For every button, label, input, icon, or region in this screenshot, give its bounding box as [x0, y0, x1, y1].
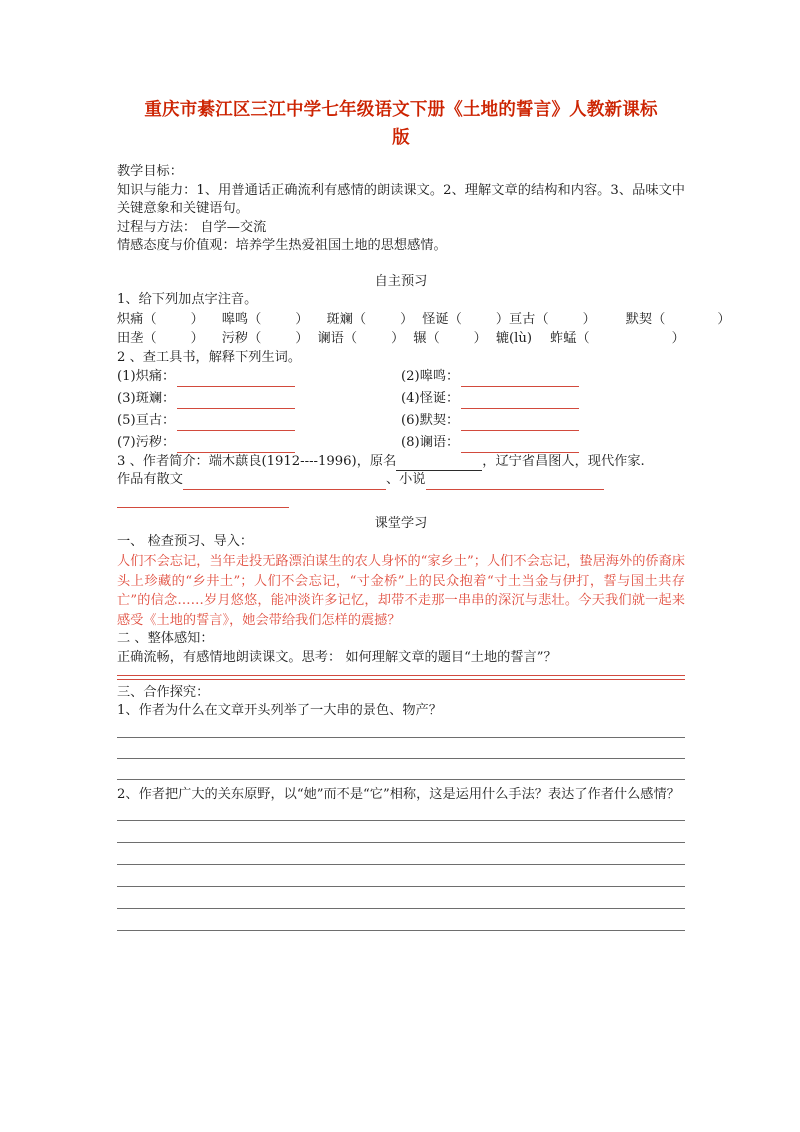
prose-works-blank[interactable] [183, 477, 386, 490]
paren-close: ） [717, 311, 731, 327]
paren-open: （ [448, 311, 462, 327]
author-intro-line3 [117, 490, 685, 509]
pinyin-row-1 [117, 310, 731, 330]
pinyin-word: 田垄 [117, 331, 144, 347]
pinyin-word: 蚱蜢 [550, 331, 577, 347]
pinyin-word-annotated: 辘(lù) [495, 331, 533, 347]
lead-paragraph: 人们不会忘记，当年走投无路漂泊谋生的农人身怀的“家乡土”；人们不会忘记，蛰居海外的侨裔床头上珍藏的“乡井土”；人们不会忘记，“寸金桥”上的民众抱着“寸土当金与伊打，誓与国土共存亡”的信念……岁月悠悠，能冲淡许多记忆，却带不走那一串串的深沉与悲壮。今天我们就一起来感受《土地的誓言》，她会带给我们怎样的震撼？ [117, 554, 685, 628]
definition-grid [117, 367, 685, 453]
definition-blank[interactable] [177, 372, 295, 387]
author-works-blank-cont[interactable] [117, 495, 289, 508]
pinyin-word: 污秽 [221, 331, 249, 347]
question-1: 1、作者为什么在文章开头列举了一大串的景色、物产？ [117, 703, 442, 719]
definition-label: (3)斑斓： [117, 391, 176, 407]
definition-blank[interactable] [461, 438, 579, 453]
definition-item [117, 389, 401, 409]
definition-item [117, 367, 401, 387]
pinyin-word: 亘古 [509, 311, 536, 327]
pinyin-word: 炽痛 [117, 311, 144, 327]
section-divider [117, 675, 685, 680]
paren-close: ） [400, 311, 414, 327]
definition-label: (7)污秽： [117, 435, 176, 451]
paren-open: （ [352, 311, 367, 327]
part1-heading: 一、 检查预习、导入： [117, 534, 254, 550]
definition-item [401, 433, 685, 453]
answer-line[interactable] [117, 820, 685, 821]
definition-label: (4)怪诞： [401, 391, 460, 407]
definition-blank[interactable] [177, 394, 295, 409]
page-title-line1: 重庆市綦江区三江中学七年级语文下册《土地的誓言》人教新课标 [144, 100, 658, 120]
objectives-process: 过程与方法： 自学—交流 [117, 219, 267, 235]
definition-label: (6)默契： [401, 413, 460, 429]
paren-open: （ [143, 311, 157, 327]
definition-label: (5)亘古： [117, 413, 176, 429]
definition-item [401, 389, 685, 409]
definition-label: (8)谰语： [401, 435, 460, 451]
paren-open: （ [248, 331, 262, 347]
part3-heading: 三、合作探究： [117, 684, 210, 700]
pinyin-word: 辗 [413, 331, 427, 347]
answer-line[interactable] [117, 908, 685, 909]
objectives-emotion: 情感态度与价值观：培养学生热爱祖国土地的思想感情。 [117, 238, 447, 254]
paren-open: （ [426, 331, 440, 347]
definition-item [117, 433, 401, 453]
answer-line[interactable] [117, 930, 685, 931]
part2-heading: 二 、整体感知： [117, 631, 214, 647]
paren-close: ） [671, 331, 685, 347]
spacer [117, 256, 685, 272]
author-works-text-2: 、小说 [385, 472, 426, 488]
novel-works-blank[interactable] [426, 477, 604, 490]
answer-line[interactable] [117, 737, 685, 738]
paren-close: ） [190, 311, 204, 327]
paren-close: ） [295, 311, 309, 327]
author-intro-line2 [117, 471, 685, 490]
definition-item [117, 411, 401, 431]
document-content [117, 96, 731, 931]
pinyin-word: 默契 [625, 311, 653, 327]
pinyin-word: 嗥鸣 [221, 311, 249, 327]
task1-heading: 1、给下列加点字注音。 [117, 291, 258, 307]
answer-line[interactable] [117, 758, 685, 759]
pinyin-word: 怪诞 [422, 311, 449, 327]
paren-open: （ [343, 331, 358, 347]
definition-blank[interactable] [177, 438, 295, 453]
part2-body: 正确流畅，有感情地朗读课文。思考： 如何理解文章的题目“土地的誓言”？ [117, 650, 557, 665]
paren-close: ） [190, 331, 204, 347]
answer-line[interactable] [117, 864, 685, 865]
author-works-text-1: 作品有散文 [117, 472, 183, 488]
definition-blank[interactable] [461, 394, 579, 409]
definition-blank[interactable] [461, 372, 579, 387]
answer-line[interactable] [117, 842, 685, 843]
paren-close: ） [495, 311, 509, 327]
paren-close: ） [391, 331, 405, 347]
definition-blank[interactable] [177, 416, 295, 431]
pinyin-row-2 [117, 329, 685, 349]
paren-close: ） [295, 331, 309, 347]
paren-open: （ [652, 311, 666, 327]
paren-open: （ [576, 331, 590, 347]
pinyin-word: 谰语 [317, 331, 344, 347]
paren-open: （ [143, 331, 157, 347]
author-intro-text-2: ，辽宁省昌图人，现代作家. [482, 453, 645, 469]
pinyin-word: 斑斓 [326, 311, 353, 327]
author-intro-text-1: 3 、作者简介：端木蕻良(1912----1996)，原名 [117, 453, 397, 469]
page-title-line2: 版 [392, 128, 410, 148]
paren-close: ） [582, 311, 596, 327]
objectives-knowledge: 知识与能力：1、用普通话正确流利有感情的朗读课文。2、理解文章的结构和内容。3、品味文中关键意象和关键语句。 [117, 182, 685, 217]
section-heading-class-study: 课堂学习 [374, 516, 428, 532]
section-heading-self-study: 自主预习 [374, 273, 428, 289]
paren-open: （ [248, 311, 262, 327]
page-title [117, 96, 685, 152]
definition-label: (2)嗥鸣： [401, 369, 460, 385]
spacer [117, 152, 685, 163]
definition-blank[interactable] [461, 416, 579, 431]
paren-close: ） [473, 331, 487, 347]
answer-line[interactable] [117, 886, 685, 887]
task2-heading: 2 、查工具书，解释下列生词。 [117, 349, 302, 365]
author-intro-line1 [117, 453, 685, 472]
objectives-heading: 教学目标： [117, 164, 183, 179]
author-name-blank[interactable] [396, 458, 482, 471]
definition-item [401, 411, 685, 431]
definition-item [401, 367, 685, 387]
paren-open: （ [535, 311, 549, 327]
question-2: 2、作者把广大的关东原野，以“她”而不是“它”相称，这是运用什么手法？表达了作者什么感情？ [117, 786, 680, 802]
definition-label: (1)炽痛： [117, 369, 176, 385]
